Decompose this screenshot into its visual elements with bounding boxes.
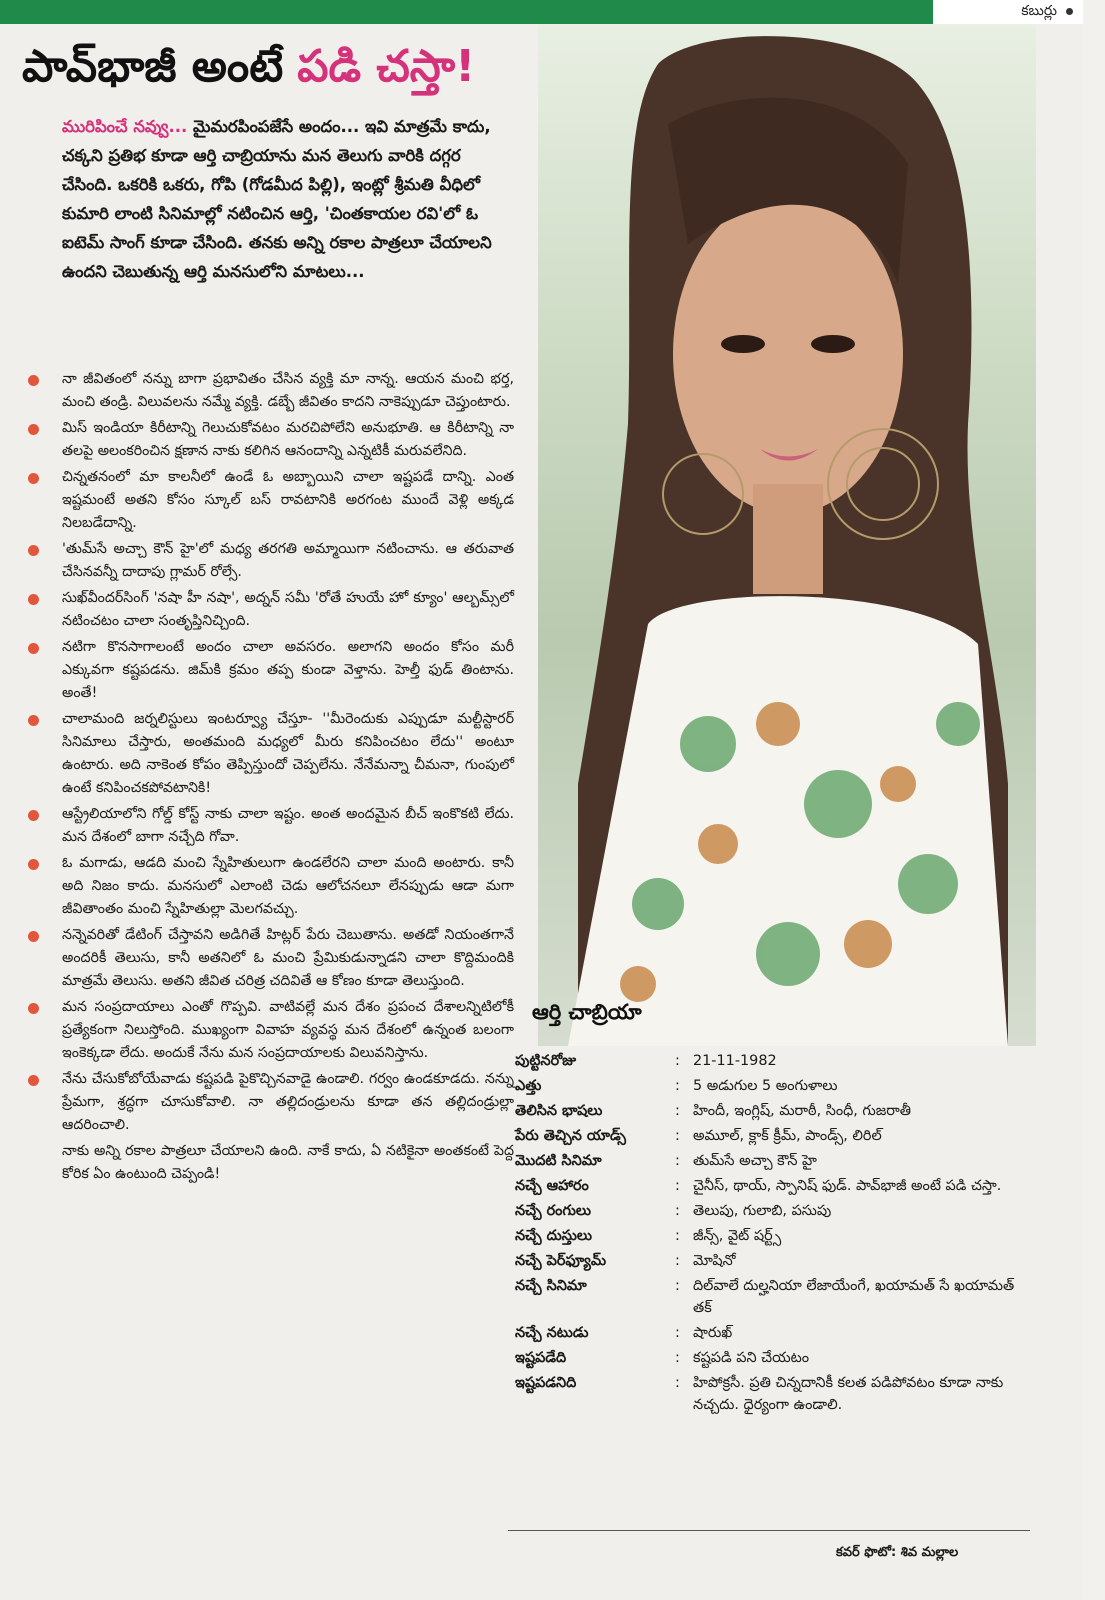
colon-separator: : xyxy=(675,1128,680,1144)
list-item xyxy=(24,1068,514,1137)
bullet-icon xyxy=(28,594,39,605)
quote-list xyxy=(24,368,514,1189)
colon-separator: : xyxy=(675,1375,680,1391)
headline-part2: పడి చస్తా! xyxy=(297,41,476,92)
point-text: చాలామంది జర్నలిస్టులు ఇంటర్వ్యూ చేస్తూ- ''మీరెందుకు ఎప్పుడూ మల్టీస్టారర్ సినిమాలు చేస్తారు, అంతమంది మధ్యలో మీరు కనిపించటం లేదు'' అంటూ ఉంటారు. అది నాకెంత కోపం తెప్పిస్తుందో చెప్పలేను. నేనేమన్నా చీమనా, గుంపులో ఉంటే కనిపించకపోవటానికి! xyxy=(62,711,514,796)
point-text: నన్నెవరితో డేటింగ్ చేస్తావని అడిగితే హిట్లర్ పేరు చెబుతాను. అతడో నియంతగానే అందరికీ తెలుసు, కానీ అతనిలో ఓ మంచి ప్రేమికుడున్నాడని చాలా కొద్దిమందికి మాత్రమే తెలుసు. అతని జీవిత చరిత్ర చదివితే ఆ కోణం కూడా తెలుస్తుంది. xyxy=(62,927,514,989)
fact-value: 5 అడుగుల 5 అంగుళాలు xyxy=(693,1078,838,1094)
point-text: 'తుమ్‌సే అచ్చా కౌన్ హై'లో మధ్య తరగతి అమ్మాయిగా నటించాను. ఆ తరువాత చేసినవన్నీ దాదాపు గ్లామర్ రోల్సే. xyxy=(62,541,514,580)
list-item xyxy=(24,708,514,800)
divider xyxy=(508,1530,1030,1531)
fact-label: నచ్చే రంగులు xyxy=(515,1203,592,1219)
colon-separator: : xyxy=(675,1053,680,1069)
list-item xyxy=(24,636,514,705)
bullet-icon xyxy=(28,473,39,484)
section-header xyxy=(933,0,1083,24)
fact-label: పేరు తెచ్చిన యాడ్స్ xyxy=(515,1128,626,1144)
colon-separator: : xyxy=(675,1078,680,1094)
bullet-icon xyxy=(28,1003,39,1014)
bullet-icon xyxy=(28,810,39,821)
fact-value: చైనీస్, థాయ్, స్పానిష్ ఫుడ్. పావ్‌భాజీ అంటే పడి చస్తా. xyxy=(693,1178,1002,1194)
cover-photo xyxy=(538,24,1036,1046)
fact-value: హిందీ, ఇంగ్లిష్, మరాఠీ, సింధీ, గుజరాతీ xyxy=(693,1103,912,1119)
bullet-icon xyxy=(28,424,39,435)
headline xyxy=(22,38,582,96)
top-color-bar xyxy=(0,0,1083,24)
fact-value: తుమ్‌సే అచ్చా కౌన్ హై xyxy=(693,1153,817,1169)
fact-label: నచ్చే ఆహారం xyxy=(515,1178,589,1194)
fact-value: తెలుపు, గులాబి, పసుపు xyxy=(693,1203,832,1219)
table-row xyxy=(515,1125,1025,1147)
fact-label: నచ్చే నటుడు xyxy=(515,1325,589,1341)
fact-label: పుట్టినరోజు xyxy=(515,1053,577,1069)
fact-label: ఇష్టపడనిది xyxy=(515,1375,577,1391)
table-row xyxy=(515,1372,1025,1416)
point-text: చిన్నతనంలో మా కాలనీలో ఉండే ఓ అబ్బాయిని చాలా ఇష్టపడే దాన్ని. ఎంత ఇష్టమంటే అతని కోసం స్కూల్ బస్ రావటానికి అరగంట ముందే వెళ్లి అక్కడ నిలబడేదాన్ని. xyxy=(62,469,514,531)
table-row xyxy=(515,1175,1025,1197)
colon-separator: : xyxy=(675,1153,680,1169)
list-item xyxy=(24,924,514,993)
colon-separator: : xyxy=(675,1278,680,1294)
portrait-illustration xyxy=(538,24,1036,1046)
point-text: సుఖ్‌వీందర్‌సింగ్ 'నషా హీ నషా', అద్నన్ సమీ 'రోతే హుయే హో క్యూం' ఆల్బమ్స్‌లో నటించటం చాలా సంతృప్తినిచ్చింది. xyxy=(62,590,514,629)
section-tag: కబుర్లు xyxy=(1021,3,1057,19)
fact-label: మొదటి సినిమా xyxy=(515,1153,602,1169)
bullet-icon xyxy=(28,375,39,386)
list-item xyxy=(24,1140,514,1186)
list-item xyxy=(24,538,514,584)
table-row xyxy=(515,1150,1025,1172)
fact-value: జీన్స్, వైట్ షర్ట్స్ xyxy=(693,1228,782,1244)
table-row xyxy=(515,1200,1025,1222)
list-item xyxy=(24,852,514,921)
bullet-dot-icon xyxy=(1066,8,1073,15)
colon-separator: : xyxy=(675,1228,680,1244)
table-row xyxy=(515,1347,1025,1369)
fact-value: అమూల్, క్లాక్ క్రీమ్, పాండ్స్, లిరిల్ xyxy=(693,1128,882,1144)
list-item xyxy=(24,417,514,463)
bullet-icon xyxy=(28,545,39,556)
bullet-icon xyxy=(28,1075,39,1086)
fact-label: తెలిసిన భాషలు xyxy=(515,1103,603,1119)
intro-lead: మురిపించే నవ్వు... xyxy=(62,117,188,136)
point-text: నేను చేసుకోబోయేవాడు కష్టపడి పైకొచ్చినవాడై ఉండాలి. గర్వం ఉండకూడదు. నన్ను ప్రేమగా, శ్రద్ధగా చూసుకోవాలి. నా తల్లిదండ్రులను కూడా తన తల్లిదండ్రుల్లా ఆదరించాలి. xyxy=(62,1071,514,1133)
table-row xyxy=(515,1250,1025,1272)
fact-value: దిల్‌వాలే దుల్హనియా లేజాయేంగే, ఖయామత్ సే ఖయామత్ తక్ xyxy=(693,1278,1015,1316)
point-text: ఆస్ట్రేలియాలోని గోల్డ్ కోస్ట్ నాకు చాలా ఇష్టం. అంత అందమైన బీచ్ ఇంకొకటి లేదు. మన దేశంలో బాగా నచ్చేది గోవా. xyxy=(62,806,514,845)
intro-paragraph xyxy=(62,112,502,286)
colon-separator: : xyxy=(675,1178,680,1194)
table-row xyxy=(515,1050,1025,1072)
colon-separator: : xyxy=(675,1103,680,1119)
fact-label: నచ్చే దుస్తులు xyxy=(515,1228,593,1244)
colon-separator: : xyxy=(675,1325,680,1341)
point-text: ఓ మగాడు, ఆడది మంచి స్నేహితులుగా ఉండలేరని చాలా మంది అంటారు. కానీ అది నిజం కాదు. మనసులో ఎలాంటి చెడు ఆలోచనలూ లేనప్పుడు ఆడా మగా జీవితాంతం మంచి స్నేహితుల్లా మెలగవచ్చు. xyxy=(62,855,514,917)
bullet-icon xyxy=(28,859,39,870)
profile-facts-table xyxy=(515,1050,1025,1419)
photo-credit: కవర్ ఫొటో: శివ మల్లాల xyxy=(836,1545,959,1560)
list-item xyxy=(24,803,514,849)
fact-value: కష్టపడి పని చేయటం xyxy=(693,1350,809,1366)
fact-value: హిపోక్రసీ. ప్రతి చిన్నదానికీ కలత పడిపోవటం కూడా నాకు నచ్చదు. ధైర్యంగా ఉండాలి. xyxy=(693,1375,1004,1413)
bullet-icon xyxy=(28,715,39,726)
headline-part1: పావ్‌భాజీ అంటే xyxy=(22,41,284,92)
point-text: నటిగా కొనసాగాలంటే అందం చాలా అవసరం. అలాగని అందం కోసం మరీ ఎక్కువగా కష్టపడను. జిమ్‌కి క్రమం తప్ప కుండా వెళ్తాను. హెల్తీ ఫుడ్ తింటాను. అంతే! xyxy=(62,639,514,701)
colon-separator: : xyxy=(675,1253,680,1269)
colon-separator: : xyxy=(675,1350,680,1366)
point-text: మిస్ ఇండియా కిరీటాన్ని గెలుచుకోవటం మరచిపోలేని అనుభూతి. ఆ కిరీటాన్ని నా తలపై అలంకరించిన క్షణాన నాకు కలిగిన ఆనందాన్ని ఎన్నటికీ మరువలేనిది. xyxy=(62,420,514,459)
fact-label: నచ్చే పెర్‌ఫ్యూమ్ xyxy=(515,1253,607,1269)
bullet-icon xyxy=(28,643,39,654)
table-row xyxy=(515,1225,1025,1247)
list-item xyxy=(24,996,514,1065)
intro-text: మైమరపింపజేసే అందం... ఇవి మాత్రమే కాదు, చక్కని ప్రతిభ కూడా ఆర్తి చాబ్రియాను మన తెలుగు వారికి దగ్గర చేసింది. ఒకరికి ఒకరు, గోపి (గోడమీద పిల్లి), ఇంట్లో శ్రీమతి వీధిలో కుమారి లాంటి సినిమాల్లో నటించిన ఆర్తి, 'చింతకాయల రవి'లో ఓ ఐటెమ్ సాంగ్ కూడా చేసింది. తనకు అన్ని రకాల పాత్రలూ చేయాలని ఉందని చెబుతున్న ఆర్తి మనసులోని మాటలు... xyxy=(62,117,492,281)
table-row xyxy=(515,1322,1025,1344)
point-text: నా జీవితంలో నన్ను బాగా ప్రభావితం చేసిన వ్యక్తి మా నాన్న. ఆయన మంచి భర్త, మంచి తండ్రి. విలువలను నమ్మే వ్యక్తి. డబ్బే జీవితం కాదని నాకెప్పుడూ చెప్తుంటారు. xyxy=(62,371,514,410)
list-item xyxy=(24,466,514,535)
photo-caption: ఆర్తి చాబ్రియా xyxy=(532,1000,642,1024)
fact-value: 21-11-1982 xyxy=(693,1053,777,1069)
fact-label: ఎత్తు xyxy=(515,1078,542,1094)
list-item xyxy=(24,587,514,633)
table-row xyxy=(515,1100,1025,1122)
point-text: మన సంప్రదాయాలు ఎంతో గొప్పవి. వాటివల్లే మన దేశం ప్రపంచ దేశాలన్నిటిలోకీ ప్రత్యేకంగా నిలుస్తోంది. ముఖ్యంగా వివాహ వ్యవస్థ మన దేశంలో ఉన్నంత బలంగా ఇంకెక్కడా లేదు. అందుకే నేను మన సంప్రదాయాలకు విలువనిస్తాను. xyxy=(62,999,514,1061)
fact-value: షారుఖ్ xyxy=(693,1325,733,1341)
fact-label: ఇష్టపడేది xyxy=(515,1350,567,1366)
bullet-icon xyxy=(28,931,39,942)
fact-value: మోషినో xyxy=(693,1253,736,1269)
point-text: నాకు అన్ని రకాల పాత్రలూ చేయాలని ఉంది. నాకే కాదు, ఏ నటికైనా అంతకంటే పెద్ద కోరిక ఏం ఉంటుంది చెప్పండి! xyxy=(62,1143,514,1182)
list-item xyxy=(24,368,514,414)
colon-separator: : xyxy=(675,1203,680,1219)
fact-label: నచ్చే సినిమా xyxy=(515,1278,587,1294)
table-row xyxy=(515,1075,1025,1097)
table-row xyxy=(515,1275,1025,1319)
